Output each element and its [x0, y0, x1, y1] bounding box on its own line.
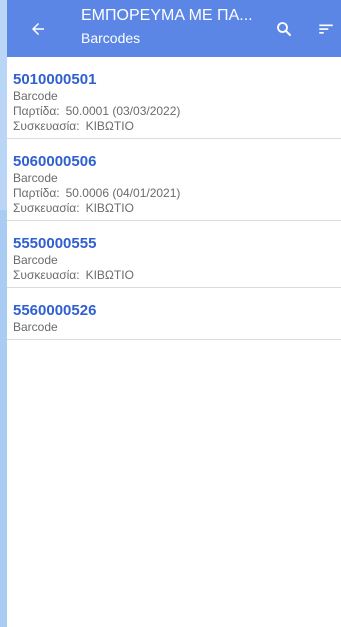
- batch-value: 50.0006 (04/01/2021): [65, 186, 181, 200]
- batch-label: Παρτίδα:: [13, 104, 60, 118]
- batch-line: [13, 104, 341, 119]
- package-line: [13, 201, 341, 216]
- app-bar: [7, 0, 341, 57]
- package-value: ΚΙΒΩΤΙΟ: [85, 119, 134, 133]
- barcode-code: 5560000526: [13, 302, 97, 319]
- barcode-type: Barcode: [13, 253, 58, 267]
- filter-button[interactable]: [313, 16, 339, 42]
- barcode-type: Barcode: [13, 171, 58, 185]
- package-line: [13, 119, 341, 134]
- page-title: ΕΜΠΟΡΕΥΜΑ ΜΕ ΠΑ...: [81, 7, 253, 24]
- side-strip: [0, 0, 7, 627]
- list-item[interactable]: [7, 57, 341, 139]
- search-icon: [275, 20, 293, 38]
- list-item[interactable]: [7, 288, 341, 340]
- package-value: ΚΙΒΩΤΙΟ: [85, 201, 134, 215]
- package-label: Συσκευασία:: [13, 268, 80, 282]
- barcode-type: Barcode: [13, 320, 58, 334]
- package-label: Συσκευασία:: [13, 201, 80, 215]
- barcode-type: Barcode: [13, 89, 58, 103]
- app-bar-titles: [81, 6, 271, 48]
- package-value: ΚΙΒΩΤΙΟ: [85, 268, 134, 282]
- package-line: [13, 268, 341, 283]
- barcode-code: 5060000506: [13, 153, 97, 170]
- app-screen: [7, 0, 341, 627]
- search-button[interactable]: [271, 16, 297, 42]
- list-item[interactable]: [7, 139, 341, 221]
- batch-value: 50.0001 (03/03/2022): [65, 104, 181, 118]
- side-strip-shade: [0, 210, 7, 627]
- barcode-list: [7, 57, 341, 340]
- package-label: Συσκευασία:: [13, 119, 80, 133]
- arrow-left-icon: [29, 20, 47, 38]
- barcode-code: 5550000555: [13, 235, 97, 252]
- page-subtitle: Barcodes: [81, 30, 141, 46]
- back-button[interactable]: [25, 16, 51, 42]
- batch-label: Παρτίδα:: [13, 186, 60, 200]
- batch-line: [13, 186, 341, 201]
- barcode-code: 5010000501: [13, 71, 97, 88]
- sort-filter-icon: [317, 20, 335, 38]
- list-item[interactable]: [7, 221, 341, 288]
